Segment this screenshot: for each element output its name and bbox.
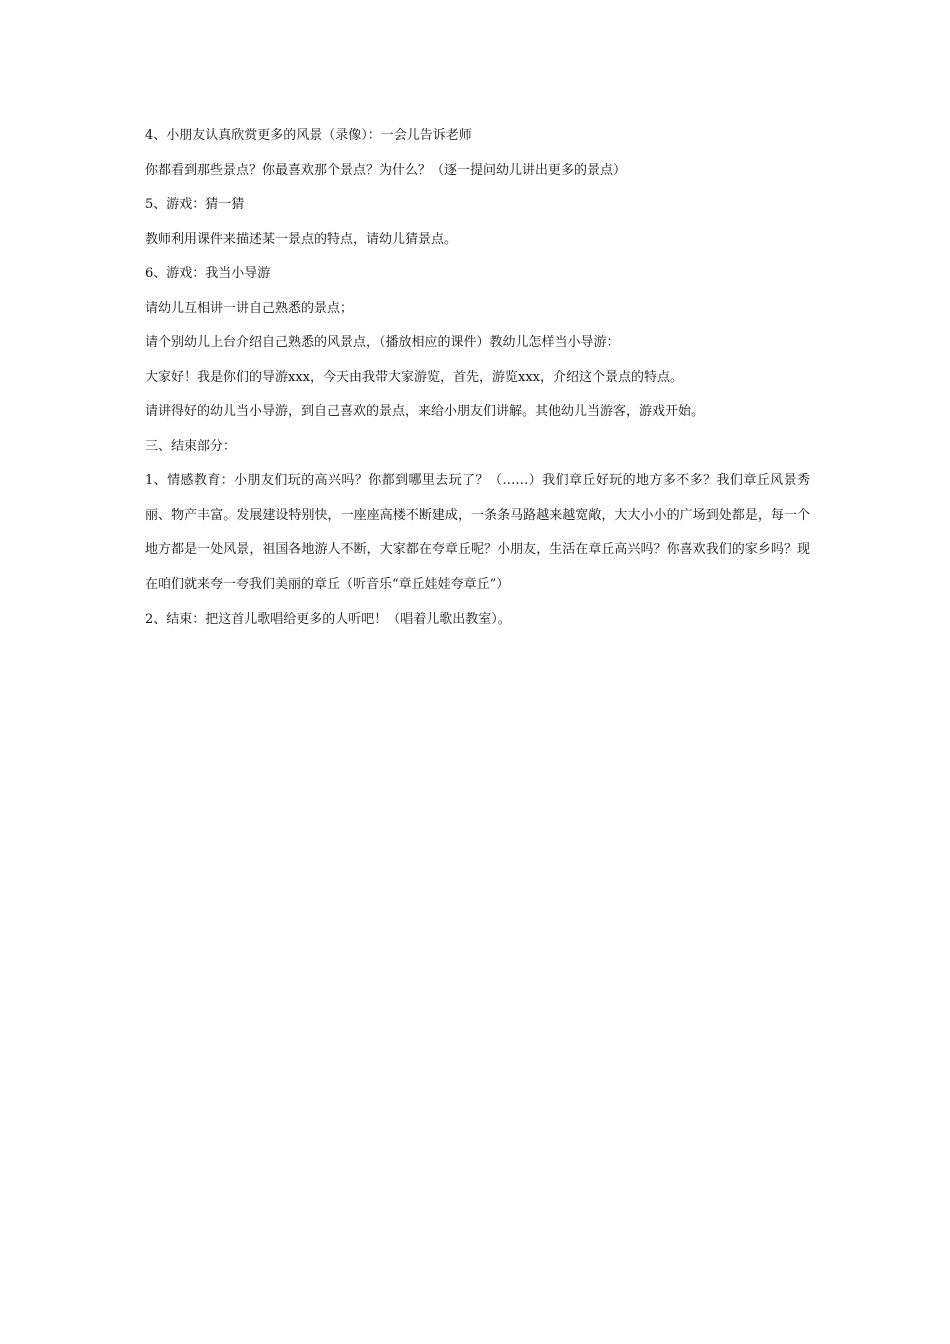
paragraph-share-spots: 请幼儿互相讲一讲自己熟悉的景点；: [145, 300, 354, 316]
paragraph-guess-game: 教师利用课件来描述某一景点的特点，请幼儿猜景点。: [145, 231, 458, 247]
paragraph-question: 你都看到那些景点？你最喜欢那个景点？为什么？（逐一提问幼儿讲出更多的景点）: [145, 162, 627, 178]
paragraph-step-6: 6、游戏：我当小导游: [145, 266, 271, 281]
document-body: [145, 126, 810, 644]
paragraph-introduce-spots: 请个别幼儿上台介绍自己熟悉的风景点，（播放相应的课件）教幼儿怎样当小导游：: [145, 335, 620, 350]
paragraph-guide-game: 请讲得好的幼儿当小导游，到自己喜欢的景点，来给小朋友们讲解。其他幼儿当游客，游戏开始。: [145, 404, 705, 419]
section-heading-ending: 三、结束部分：: [145, 438, 237, 454]
paragraph-guide-script: 大家好！我是你们的导游xxx，今天由我带大家游览，首先，游览xxx，介绍这个景点的特点。: [145, 369, 683, 385]
paragraph-emotional-education: 1、情感教育：小朋友们玩的高兴吗？你都到哪里去玩了？（……）我们章丘好玩的地方多不多？我们章丘风景秀丽、物产丰富。发展建设特别快，一座座高楼不断建成，一条条马路越来越宽敞，大大小小的广场到处都是，每一个地方都是一处风景，祖国各地游人不断，大家都在夸章丘呢？小朋友，生活在章丘高兴吗？你喜欢我们的家乡吗？现在咱们就来夸一夸我们美丽的章丘（听音乐“章丘娃娃夸章丘”）: [145, 473, 810, 592]
paragraph-ending: 2、结束：把这首儿歌唱给更多的人听吧！（唱着儿歌出教室）。: [145, 611, 511, 627]
paragraph-step-5: 5、游戏：猜一猜: [145, 197, 245, 212]
paragraph-step-4: 4、小朋友认真欣赏更多的风景（录像）：一会儿告诉老师: [145, 128, 472, 143]
